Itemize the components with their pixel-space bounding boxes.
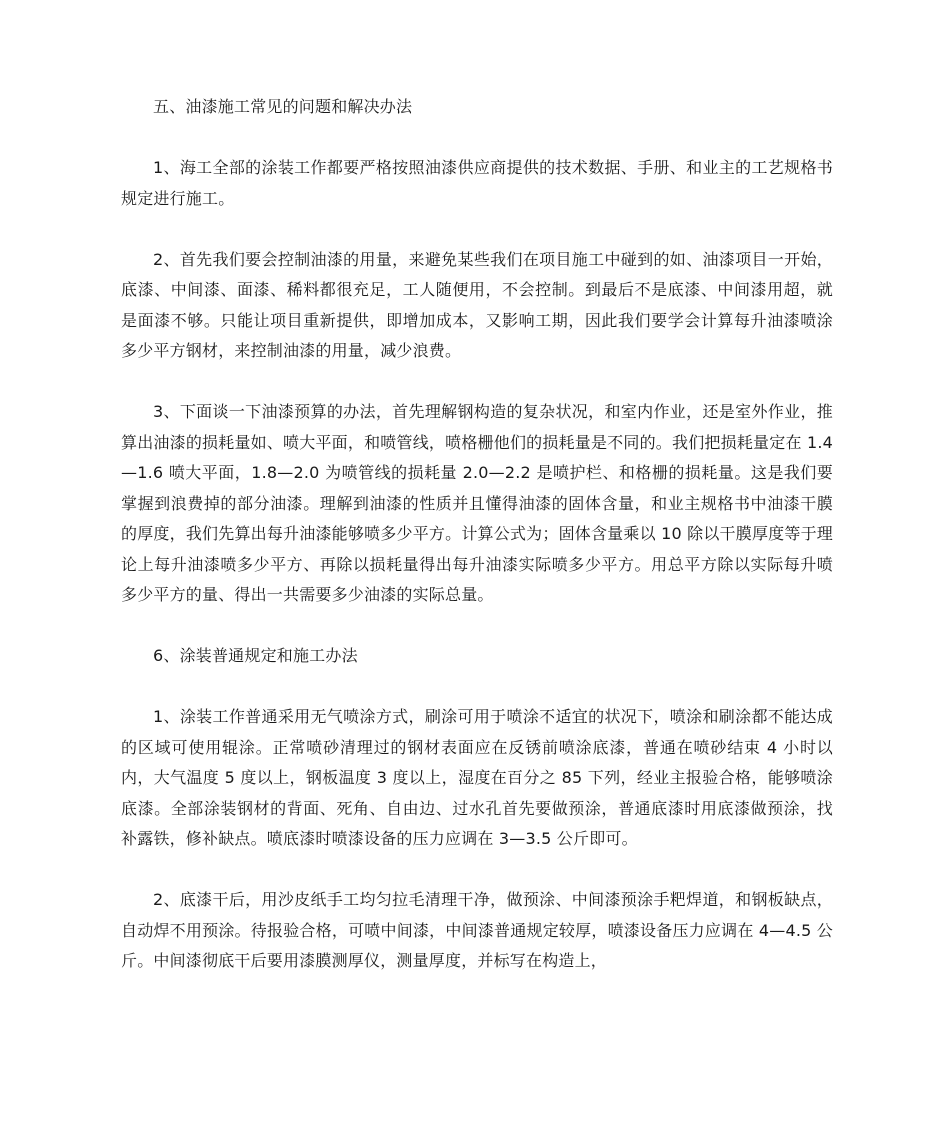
paragraph-2: 2、首先我们要会控制油漆的用量，来避免某些我们在项目施工中碰到的如、油漆项目一开始，底漆、中间漆、面漆、稀料都很充足，工人随便用，不会控制。到最后不是底漆、中间漆用超，就是面漆不够。只能让项目重新提供，即增加成本，又影响工期，因此我们要学会计算每升油漆喷涂多少平方钢材，来控制油漆的用量，减少浪费。	[121, 249, 833, 360]
paragraph-4: 1、涂装工作普通采用无气喷涂方式，刷涂可用于喷涂不适宜的状况下，喷涂和刷涂都不能达成的区域可使用辊涂。正常喷砂清理过的钢材表面应在反锈前喷涂底漆，普通在喷砂结束 4 小时以内，大气温度 5 度以上，钢板温度 3 度以上，湿度在百分之 85 下列，经业主报验合格，能够喷涂底漆。全部涂装钢材的背面、死角、自由边、过水孔首先要做预涂，普通底漆时用底漆做预涂，找补露铁，修补缺点。喷底漆时喷漆设备的压力应调在 3—3.5 公斤即可。	[121, 707, 833, 848]
subsection-heading: 6、涂装普通规定和施工办法	[153, 646, 358, 665]
paragraph-3: 3、下面谈一下油漆预算的办法，首先理解钢构造的复杂状况，和室内作业，还是室外作业，推算出油漆的损耗量如、喷大平面，和喷管线，喷格栅他们的损耗量是不同的。我们把损耗量定在 1.4—1.6 喷大平面，1.8—2.0 为喷管线的损耗量 2.0—2.2 是喷护栏、和格栅的损耗量。这是我们要掌握到浪费掉的部分油漆。理解到油漆的性质并且懂得油漆的固体含量，和业主规格书中油漆干膜的厚度，我们先算出每升油漆能够喷多少平方。计算公式为；固体含量乘以 10 除以干膜厚度等于理论上每升油漆喷多少平方、再除以损耗量得出每升油漆实际喷多少平方。用总平方除以实际每升喷多少平方的量、得出一共需要多少油漆的实际总量。	[121, 402, 833, 604]
document-page	[121, 92, 833, 977]
paragraph-1: 1、海工全部的涂装工作都要严格按照油漆供应商提供的技术数据、手册、和业主的工艺规格书规定进行施工。	[121, 158, 833, 208]
section-heading: 五、油漆施工常见的问题和解决办法	[153, 97, 413, 116]
paragraph-5: 2、底漆干后，用沙皮纸手工均匀拉毛清理干净，做预涂、中间漆预涂手粑焊道，和钢板缺点，自动焊不用预涂。待报验合格，可喷中间漆，中间漆普通规定较厚，喷漆设备压力应调在 4—4.5 公斤。中间漆彻底干后要用漆膜测厚仪，测量厚度，并标写在构造上，	[121, 890, 833, 970]
